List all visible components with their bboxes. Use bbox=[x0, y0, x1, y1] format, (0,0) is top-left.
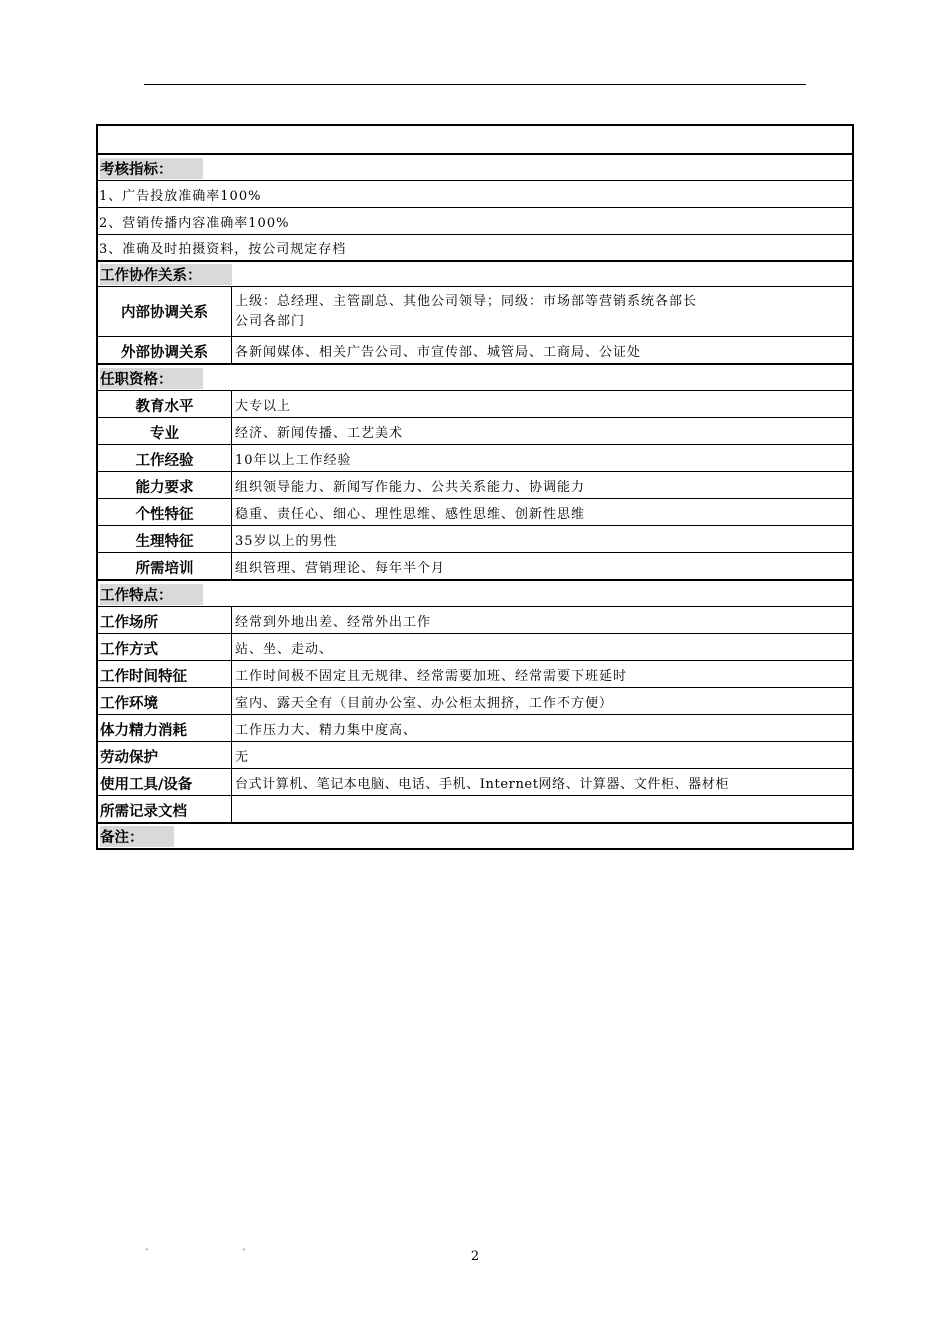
qualification-value: 组织领导能力、新闻写作能力、公共关系能力、协调能力 bbox=[235, 480, 586, 495]
feature-value: 室内、露天全有（目前办公室、办公柜太拥挤，工作不方便） bbox=[235, 696, 614, 711]
feature-value bbox=[232, 796, 852, 822]
feature-value: 台式计算机、笔记本电脑、电话、手机、Internet网络、计算器、文件柜、器材柜 bbox=[235, 777, 729, 792]
feature-label: 使用工具/设备 bbox=[98, 769, 232, 795]
feature-value: 站、坐、走动、 bbox=[235, 642, 334, 657]
feature-row bbox=[98, 606, 852, 633]
qualification-row bbox=[98, 552, 852, 579]
qualification-row bbox=[98, 525, 852, 552]
section-features bbox=[98, 579, 852, 606]
feature-label: 工作时间特征 bbox=[98, 661, 232, 687]
qualification-label: 教育水平 bbox=[98, 391, 232, 417]
relation-row-external bbox=[98, 336, 852, 363]
qualification-value: 经济、新闻传播、工艺美术 bbox=[235, 426, 404, 441]
feature-row bbox=[98, 633, 852, 660]
internal-relation-value bbox=[232, 287, 852, 336]
internal-relation-line1: 上级：总经理、主管副总、其他公司领导；同级：市场部等营销系统各部长 bbox=[235, 293, 698, 309]
qualification-row bbox=[98, 444, 852, 471]
feature-row bbox=[98, 687, 852, 714]
feature-row bbox=[98, 795, 852, 822]
qualification-value: 稳重、责任心、细心、理性思维、感性思维、创新性思维 bbox=[235, 507, 586, 522]
section-title-relations: 工作协作关系： bbox=[100, 264, 232, 285]
feature-label: 工作环境 bbox=[98, 688, 232, 714]
feature-value: 工作压力大、精力集中度高、 bbox=[235, 723, 418, 738]
footer-mark: " bbox=[242, 1248, 246, 1256]
feature-label: 劳动保护 bbox=[98, 742, 232, 768]
feature-row bbox=[98, 660, 852, 687]
qualification-value: 大专以上 bbox=[235, 399, 292, 414]
feature-row bbox=[98, 741, 852, 768]
external-relation-label: 外部协调关系 bbox=[98, 337, 232, 363]
feature-value: 工作时间极不固定且无规律、经常需要加班、经常需要下班延时 bbox=[235, 669, 628, 684]
feature-value: 经常到外地出差、经常外出工作 bbox=[235, 615, 432, 630]
relation-row-internal bbox=[98, 286, 852, 336]
feature-label: 所需记录文档 bbox=[98, 796, 232, 822]
footer-mark: " bbox=[145, 1248, 149, 1256]
header-rule bbox=[144, 84, 806, 85]
blank-row bbox=[98, 126, 852, 153]
section-title-features: 工作特点： bbox=[100, 584, 203, 605]
qualification-value: 组织管理、营销理论、每年半个月 bbox=[235, 561, 446, 576]
section-qualification bbox=[98, 363, 852, 390]
qualification-label: 生理特征 bbox=[98, 526, 232, 552]
indicator-item: 3、准确及时拍摄资料，按公司规定存档 bbox=[98, 234, 852, 260]
qualification-label: 个性特征 bbox=[98, 499, 232, 525]
section-relations bbox=[98, 260, 852, 286]
section-title-indicators: 考核指标： bbox=[100, 158, 203, 179]
qualification-value: 10年以上工作经验 bbox=[235, 453, 352, 468]
qualification-row bbox=[98, 417, 852, 444]
qualification-row bbox=[98, 471, 852, 498]
section-indicators bbox=[98, 153, 852, 180]
qualification-label: 所需培训 bbox=[98, 553, 232, 579]
indicator-item: 1、广告投放准确率100% bbox=[98, 180, 852, 207]
page-number: 2 bbox=[470, 1249, 480, 1264]
feature-value: 无 bbox=[235, 750, 250, 765]
qualification-label: 专业 bbox=[98, 418, 232, 444]
feature-label: 工作场所 bbox=[98, 607, 232, 633]
feature-row bbox=[98, 714, 852, 741]
section-remarks bbox=[98, 822, 852, 848]
feature-label: 体力精力消耗 bbox=[98, 715, 232, 741]
qualification-row bbox=[98, 498, 852, 525]
qualification-label: 能力要求 bbox=[98, 472, 232, 498]
feature-label: 工作方式 bbox=[98, 634, 232, 660]
external-relation-value: 各新闻媒体、相关广告公司、市宣传部、城管局、工商局、公证处 bbox=[235, 345, 642, 360]
internal-relation-label: 内部协调关系 bbox=[98, 287, 232, 336]
feature-row bbox=[98, 768, 852, 795]
qualification-label: 工作经验 bbox=[98, 445, 232, 471]
internal-relation-line2: 公司各部门 bbox=[235, 313, 306, 329]
indicator-item: 2、营销传播内容准确率100% bbox=[98, 207, 852, 234]
section-title-qualification: 任职资格： bbox=[100, 368, 203, 389]
qualification-row bbox=[98, 390, 852, 417]
qualification-value: 35岁以上的男性 bbox=[235, 534, 338, 549]
job-description-table bbox=[96, 124, 854, 850]
section-title-remarks: 备注： bbox=[100, 826, 174, 847]
